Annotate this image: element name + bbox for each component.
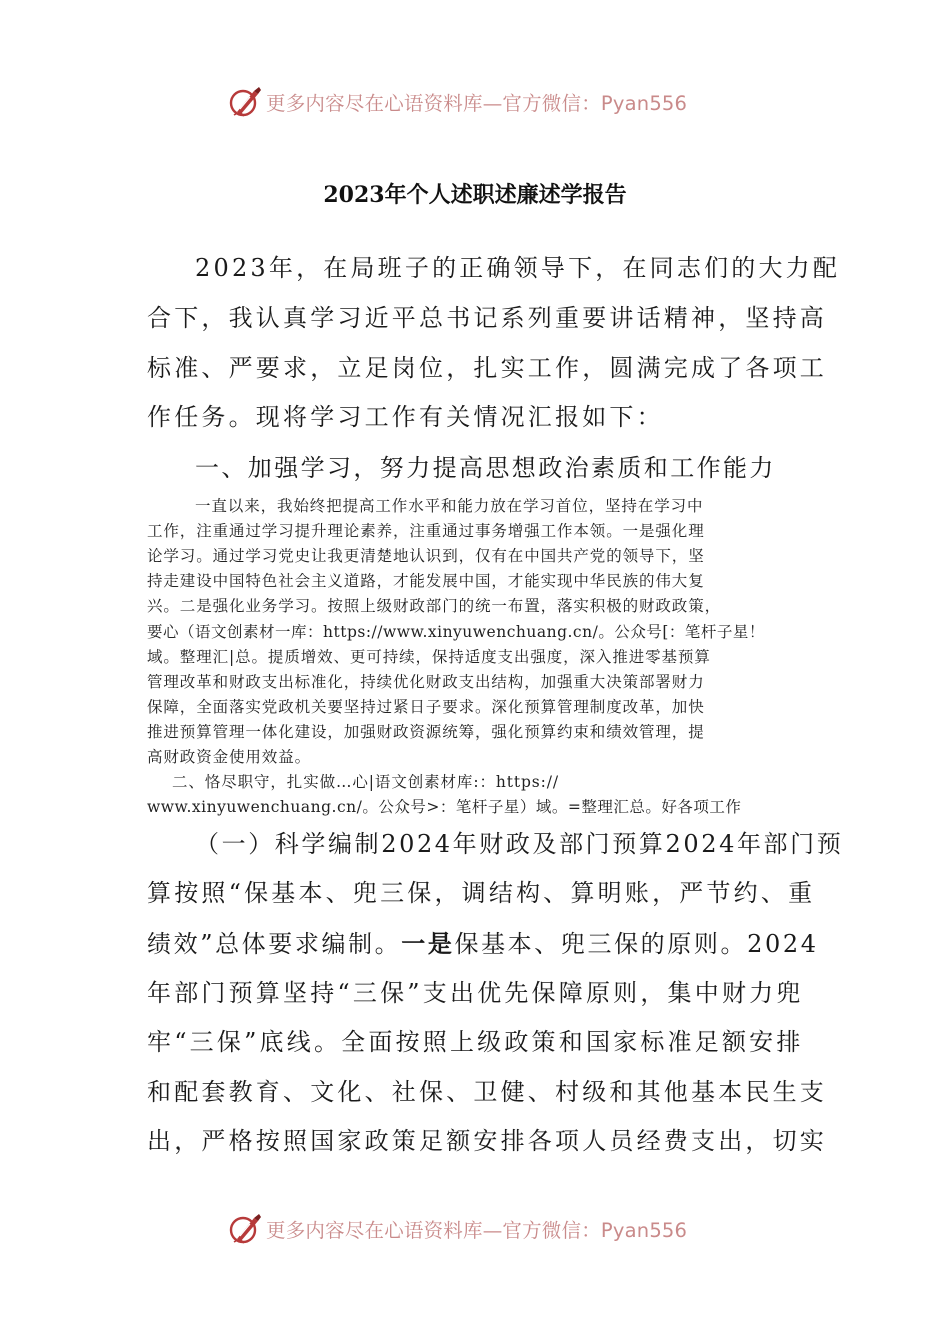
- watermark-text: 更多内容尽在心语资料库—官方微信：Pyan556: [266, 1219, 688, 1242]
- subsection-line: 年部门预算坚持“三保”支出优先保障原则，集中财力兜: [147, 979, 804, 1007]
- body-line: 要心（语文创素材一库：https://www.xinyuwenchuang.cn/。公众号[：笔杆子星！: [147, 623, 765, 641]
- body-line: 保障，全面落实党政机关要坚持过紧日子要求。深化预算管理制度改革，加快: [147, 698, 705, 716]
- emphasis-text: 一是: [401, 929, 455, 958]
- body-line: 高财政资金使用效益。: [147, 748, 312, 766]
- subsection-line: 算按照“保基本、兜三保，调结构、算明账，严节约、重: [147, 879, 816, 907]
- subsection-line: 和配套教育、文化、社保、卫健、村级和其他基本民生支: [147, 1078, 827, 1106]
- subsection-line: 牢“三保”底线。全面按照上级政策和国家标准足额安排: [147, 1028, 804, 1056]
- body-line: 兴。二是强化业务学习。按照上级财政部门的统一布置，落实积极的财政政策，: [147, 597, 722, 615]
- intro-line: 标准、严要求，立足岗位，扎实工作，圆满完成了各项工: [147, 354, 827, 382]
- pen-nib-logo-icon: [228, 85, 262, 119]
- section2-heading-line: 二、恪尽职守，扎实做…心|语文创素材库:：https://: [172, 773, 560, 791]
- body-line: 域。整理汇|总。提质增效、更可持续，保持适度支出强度，深入推进零基预算: [147, 648, 711, 666]
- intro-line: 合下，我认真学习近平总书记系列重要讲话精神，坚持高: [147, 304, 827, 332]
- intro-line: 2023年，在局班子的正确领导下，在同志们的大力配: [195, 254, 841, 282]
- page-title: 2023年个人述职述廉述学报告: [323, 182, 627, 208]
- watermark-banner-top: [228, 82, 748, 122]
- subsection-line: 绩效”总体要求编制。一是保基本、兜三保的原则。2024: [147, 929, 819, 958]
- body-line: 工作，注重通过学习提升理论素养，注重通过事务增强工作本领。一是强化理: [147, 522, 705, 540]
- pen-nib-logo-icon: [228, 1212, 262, 1246]
- body-line: 一直以来，我始终把提高工作水平和能力放在学习首位，坚持在学习中: [195, 497, 704, 515]
- subsection-line: （一）科学编制2024年财政及部门预算2024年部门预: [195, 830, 844, 858]
- watermark-banner-bottom: [228, 1209, 748, 1249]
- body-line: 论学习。通过学习党史让我更清楚地认识到，仅有在中国共产党的领导下，坚: [147, 547, 705, 565]
- body-line: 管理改革和财政支出标准化，持续优化财政支出结构，加强重大决策部署财力: [147, 673, 705, 691]
- section2-heading-line: www.xinyuwenchuang.cn/。公众号>：笔杆子星）域。=整理汇总。好各项工作: [147, 798, 742, 816]
- body-line: 推进预算管理一体化建设，加强财政资源统筹，强化预算约束和绩效管理，提: [147, 723, 705, 741]
- intro-line: 作任务。现将学习工作有关情况汇报如下：: [147, 403, 664, 431]
- subsection-line: 出，严格按照国家政策足额安排各项人员经费支出，切实: [147, 1127, 827, 1155]
- body-line: 持走建设中国特色社会主义道路，才能发展中国，才能实现中华民族的伟大复: [147, 572, 705, 590]
- section-heading: 一、加强学习，努力提高思想政治素质和工作能力: [195, 454, 776, 482]
- watermark-text: 更多内容尽在心语资料库—官方微信：Pyan556: [266, 92, 688, 115]
